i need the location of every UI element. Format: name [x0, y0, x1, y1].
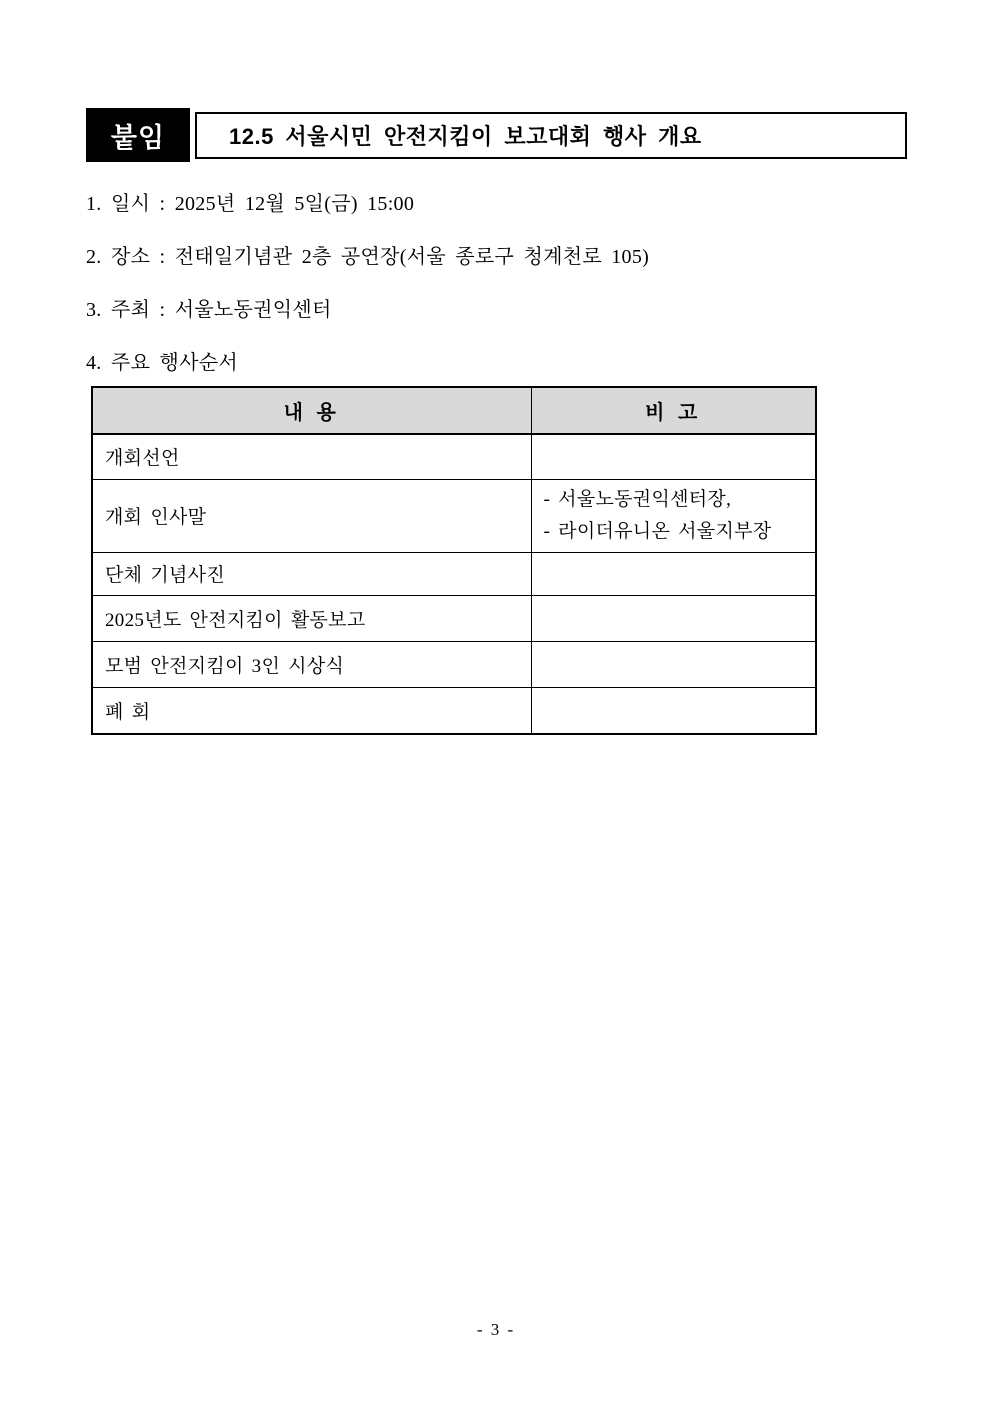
table-header-row — [92, 387, 816, 434]
list-item-number: 3. — [86, 299, 102, 321]
list-item-date — [86, 193, 946, 246]
cell-note — [531, 687, 816, 734]
list-item-text: 장소 : 전태일기념관 2층 공연장(서울 종로구 청계천로 105) — [111, 246, 650, 268]
agenda-table — [91, 386, 817, 735]
cell-note — [531, 552, 816, 595]
table-header-note: 비 고 — [531, 387, 816, 434]
cell-content: 개회 인사말 — [92, 479, 531, 552]
cell-content: 모범 안전지킴이 3인 시상식 — [92, 641, 531, 687]
agenda-table-wrap — [91, 386, 817, 735]
list-item-number: 2. — [86, 246, 102, 268]
list-item-text: 일시 : 2025년 12월 5일(금) 15:00 — [111, 193, 415, 215]
list-item-number: 1. — [86, 193, 102, 215]
cell-content: 폐 회 — [92, 687, 531, 734]
table-row — [92, 552, 816, 595]
table-row — [92, 479, 816, 552]
attachment-badge — [86, 108, 190, 162]
table-row — [92, 641, 816, 687]
document-item-list — [86, 193, 946, 405]
attachment-header — [86, 108, 907, 162]
cell-content: 2025년도 안전지킴이 활동보고 — [92, 595, 531, 641]
list-item-text: 주요 행사순서 — [111, 352, 239, 374]
table-row — [92, 595, 816, 641]
cell-content: 단체 기념사진 — [92, 552, 531, 595]
table-row — [92, 434, 816, 479]
note-line: - 서울노동권익센터장, — [543, 488, 732, 510]
table-header-content: 내 용 — [92, 387, 531, 434]
attachment-title: 12.5 서울시민 안전지킴이 보고대회 행사 개요 — [229, 124, 702, 149]
cell-note — [531, 641, 816, 687]
cell-note — [531, 434, 816, 479]
list-item-place — [86, 246, 946, 299]
cell-content: 개회선언 — [92, 434, 531, 479]
table-row — [92, 687, 816, 734]
page-number: - 3 - — [476, 1320, 516, 1339]
attachment-title-box — [195, 112, 907, 159]
note-line: - 라이더유니온 서울지부장 — [543, 520, 772, 542]
cell-note — [531, 595, 816, 641]
attachment-badge-label: 붙임 — [110, 122, 166, 153]
list-item-text: 주최 : 서울노동권익센터 — [111, 299, 332, 321]
list-item-host — [86, 299, 946, 352]
cell-note — [531, 479, 816, 552]
list-item-number: 4. — [86, 352, 102, 374]
